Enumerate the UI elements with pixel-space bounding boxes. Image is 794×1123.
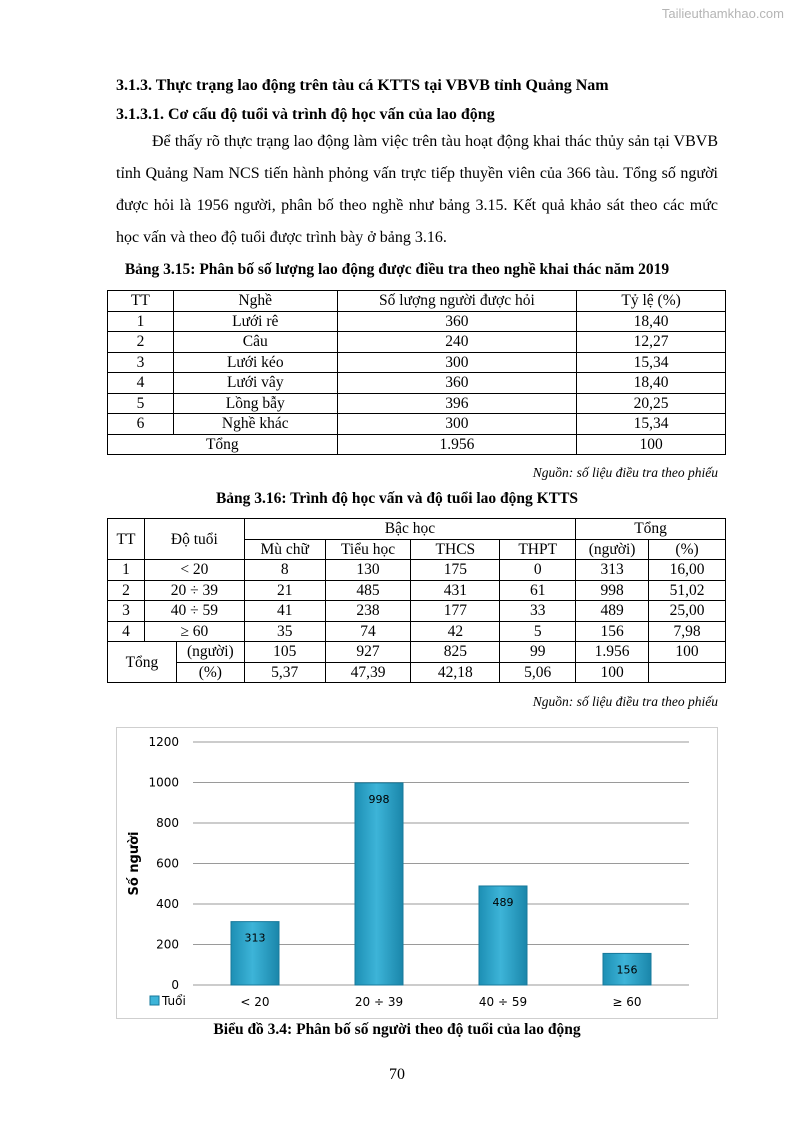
x-tick-label: ≥ 60 — [612, 995, 642, 1009]
table-cell: 1.956 — [576, 642, 649, 663]
table-row — [108, 311, 726, 332]
table-cell: 100 — [576, 662, 649, 683]
table-cell: Lưới kéo — [173, 352, 337, 373]
table-cell: 3 — [108, 352, 174, 373]
table-cell: 485 — [325, 580, 411, 601]
header-cell: Bậc học — [244, 519, 575, 540]
header-cell: Tỷ lệ (%) — [577, 291, 726, 312]
table-cell: 7,98 — [649, 621, 726, 642]
table-cell: 240 — [337, 332, 577, 353]
table-cell: 360 — [337, 373, 577, 394]
table-3-16-source: Nguồn: số liệu điều tra theo phiếu — [532, 694, 718, 709]
table-cell: Nghề khác — [173, 414, 337, 435]
watermark: Tailieuthamkhao.com — [661, 6, 784, 21]
table-cell: 5 — [108, 393, 174, 414]
header-cell: THCS — [411, 539, 500, 560]
table-3-16 — [107, 518, 726, 683]
header-cell: Độ tuổi — [144, 519, 244, 560]
table-cell: 41 — [244, 601, 325, 622]
header-cell: Tổng — [576, 519, 726, 540]
table-row — [108, 560, 726, 581]
table-cell: 4 — [108, 621, 145, 642]
table-cell: 100 — [577, 434, 726, 455]
table-cell: 47,39 — [325, 662, 411, 683]
y-tick-label: 200 — [156, 937, 179, 952]
table-3-16-caption: Bảng 3.16: Trình độ học vấn và độ tuổi lao động KTTS — [215, 490, 579, 507]
table-cell — [649, 662, 726, 683]
table-cell: 18,40 — [577, 311, 726, 332]
header-cell: Số lượng người được hỏi — [337, 291, 577, 312]
table-cell: 2 — [108, 580, 145, 601]
table-row — [108, 352, 726, 373]
table-cell: Lồng bẫy — [173, 393, 337, 414]
subsection-heading: 3.1.3.1. Cơ cấu độ tuổi và trình độ học vấn của lao động — [116, 106, 495, 123]
table-cell: 3 — [108, 601, 145, 622]
table-cell: 42 — [411, 621, 500, 642]
table-cell: 6 — [108, 414, 174, 435]
x-tick-label: 20 ÷ 39 — [354, 995, 404, 1009]
y-tick-label: 800 — [156, 816, 179, 830]
data-label: 156 — [616, 963, 638, 977]
table-cell: 1 — [108, 560, 145, 581]
table-row — [108, 601, 726, 622]
table-cell: 16,00 — [649, 560, 726, 581]
table-row — [108, 621, 726, 642]
paragraph-text: Để thấy rõ thực trạng lao động làm việc trên tàu hoạt động khai thác thủy sản tại VBVB tỉnh Quảng Nam NCS tiến hành phỏng vấn trực tiếp thuyền viên của 366 tàu. Tổng số người được hỏi là 1956 người, phân bố theo nghề như bảng 3.15. Kết quả khảo sát theo các mức học vấn và theo độ tuổi được trình bày ở bảng 3.16. — [116, 133, 718, 246]
table-cell: 51,02 — [649, 580, 726, 601]
table-row — [108, 414, 726, 435]
table-cell: 927 — [325, 642, 411, 663]
y-tick-label: 0 — [171, 978, 179, 992]
table-3-15 — [107, 290, 726, 455]
age-distribution-chart — [116, 727, 718, 1019]
table-row — [108, 332, 726, 353]
header-cell: Nghề — [173, 291, 337, 312]
table-cell: 35 — [244, 621, 325, 642]
header-cell: Mù chữ — [244, 539, 325, 560]
bar — [355, 783, 403, 985]
table-cell: 5 — [500, 621, 576, 642]
header-cell: THPT — [500, 539, 576, 560]
header-cell: TT — [108, 291, 174, 312]
table-cell: 5,06 — [500, 662, 576, 683]
table-row — [108, 373, 726, 394]
table-cell: 238 — [325, 601, 411, 622]
table-cell: 15,34 — [577, 414, 726, 435]
page-number: 70 — [389, 1066, 405, 1083]
table-cell: 5,37 — [244, 662, 325, 683]
table-cell: 33 — [500, 601, 576, 622]
table-cell: 2 — [108, 332, 174, 353]
table-cell: 998 — [576, 580, 649, 601]
table-cell: 18,40 — [577, 373, 726, 394]
header-cell: (%) — [649, 539, 726, 560]
table-cell: 40 ÷ 59 — [144, 601, 244, 622]
x-tick-label: 40 ÷ 59 — [478, 995, 528, 1009]
chart-caption: Biểu đồ 3.4: Phân bố số người theo độ tuổi của lao động — [213, 1021, 581, 1038]
table-cell: 100 — [649, 642, 726, 663]
data-label: 998 — [368, 792, 390, 806]
table-cell: Lưới rê — [173, 311, 337, 332]
table-cell: 21 — [244, 580, 325, 601]
table-3-15-source: Nguồn: số liệu điều tra theo phiếu — [532, 465, 718, 480]
table-cell: 300 — [337, 352, 577, 373]
table-cell: 300 — [337, 414, 577, 435]
table-cell: 42,18 — [411, 662, 500, 683]
table-cell: 177 — [411, 601, 500, 622]
section-heading: 3.1.3. Thực trạng lao động trên tàu cá KTTS tại VBVB tỉnh Quảng Nam — [116, 77, 609, 94]
table-cell: ≥ 60 — [144, 621, 244, 642]
table-cell: Tổng — [108, 434, 338, 455]
table-cell: 105 — [244, 642, 325, 663]
table-cell: 396 — [337, 393, 577, 414]
table-cell: 99 — [500, 642, 576, 663]
y-tick-label: 1000 — [148, 775, 179, 790]
table-cell: < 20 — [144, 560, 244, 581]
table-cell: 4 — [108, 373, 174, 394]
table-3-15-caption: Bảng 3.15: Phân bố số lượng lao động được điều tra theo nghề khai thác năm 2019 — [124, 261, 670, 278]
y-tick-label: 400 — [156, 897, 179, 911]
table-header-row — [108, 291, 726, 312]
table-cell: 25,00 — [649, 601, 726, 622]
x-tick-label: < 20 — [240, 995, 270, 1009]
table-cell: 8 — [244, 560, 325, 581]
table-cell: Tổng — [108, 642, 177, 683]
table-cell: 20 ÷ 39 — [144, 580, 244, 601]
table-total-row — [108, 642, 726, 663]
y-axis-title: Số người — [127, 831, 142, 896]
table-cell: 1.956 — [337, 434, 577, 455]
table-cell: 431 — [411, 580, 500, 601]
table-cell: 360 — [337, 311, 577, 332]
table-cell: 0 — [500, 560, 576, 581]
header-cell: Tiểu học — [325, 539, 411, 560]
data-label: 489 — [492, 895, 514, 909]
table-cell: 130 — [325, 560, 411, 581]
body-paragraph — [116, 126, 718, 254]
table-total-row — [108, 434, 726, 455]
header-cell: (người) — [576, 539, 649, 560]
table-header-row — [108, 519, 726, 540]
table-cell: 12,27 — [577, 332, 726, 353]
y-tick-label: 600 — [156, 856, 179, 871]
data-label: 313 — [244, 931, 266, 945]
table-cell: 825 — [411, 642, 500, 663]
table-cell: 175 — [411, 560, 500, 581]
table-cell: (%) — [176, 662, 244, 683]
table-cell: 74 — [325, 621, 411, 642]
table-cell: 1 — [108, 311, 174, 332]
table-cell: 489 — [576, 601, 649, 622]
table-total-row — [108, 662, 726, 683]
table-cell: 61 — [500, 580, 576, 601]
table-cell: 156 — [576, 621, 649, 642]
table-cell: 313 — [576, 560, 649, 581]
table-cell: (người) — [176, 642, 244, 663]
table-cell: 15,34 — [577, 352, 726, 373]
header-cell: TT — [108, 519, 145, 560]
table-cell: Lưới vây — [173, 373, 337, 394]
legend-swatch — [150, 996, 159, 1005]
legend-label: Tuổi — [162, 994, 186, 1008]
chart-canvas — [117, 728, 719, 1020]
table-row — [108, 580, 726, 601]
y-tick-label: 1200 — [148, 735, 179, 749]
table-cell: 20,25 — [577, 393, 726, 414]
table-cell: Câu — [173, 332, 337, 353]
table-row — [108, 393, 726, 414]
